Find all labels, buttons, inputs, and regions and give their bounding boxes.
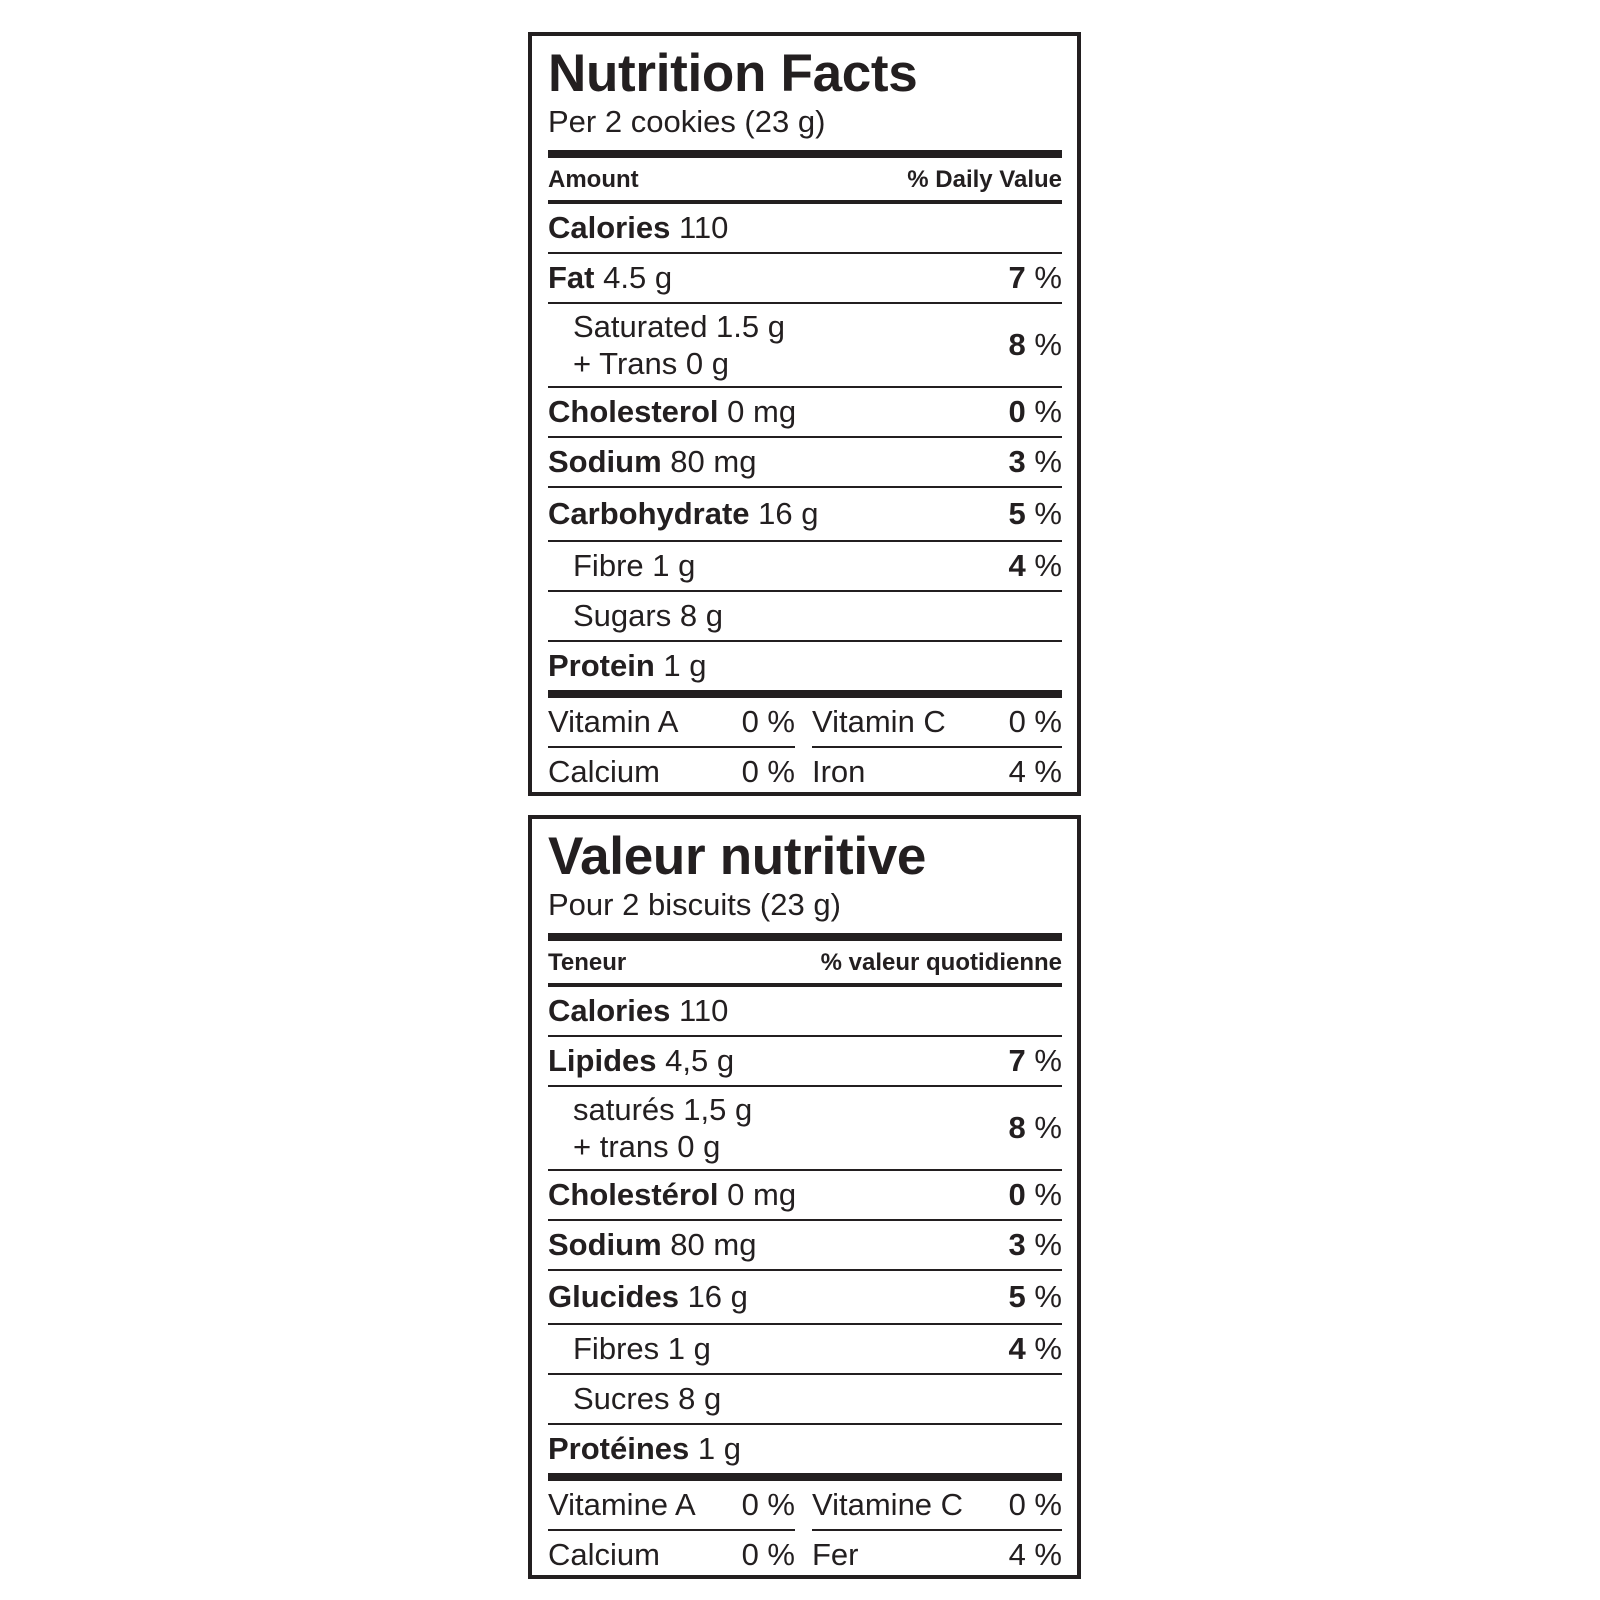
vitamin-value: 0 % [741,1537,795,1572]
nutrient-amount: 80 mg [670,1227,757,1262]
fat-row [548,1037,1062,1087]
cholesterol-row [548,388,1062,438]
daily-value-number: 8 [1008,1110,1026,1145]
daily-value-number: 7 [1008,1043,1026,1078]
daily-value-number: 8 [1008,327,1026,362]
daily-value-unit: % [1034,327,1062,362]
vitamins-minerals [548,1481,1062,1579]
vitamin-value: 0 % [1008,704,1062,739]
trans-line: + Trans 0 g [573,346,729,381]
vitamin-column-right [812,698,1062,796]
nutrient-name: Cholesterol [548,394,719,429]
nutrient-name: Fat [548,260,595,295]
saturated-trans-row [548,1087,1062,1171]
nutrient-label: Sugars 8 g [573,598,723,633]
nutrient-amount: 16 g [687,1279,748,1314]
fibre-row [548,542,1062,592]
fibre-row [548,1325,1062,1375]
saturated-line: Saturated 1.5 g [573,309,785,344]
calories-value: 110 [678,210,729,245]
nutrient-name: Protein [548,648,655,683]
daily-value-unit: % [1034,1043,1062,1078]
vitamin-column-left [548,698,795,796]
daily-value-number: 3 [1008,444,1026,479]
panel-title: Valeur nutritive [548,827,927,886]
daily-value-header: % Daily Value [907,166,1062,193]
nutrient-name: Carbohydrate [548,496,750,531]
daily-value-number: 5 [1008,1279,1026,1314]
vitamin-value: 0 % [741,754,795,789]
vitamins-minerals [548,698,1062,796]
calories-label: Calories [548,993,671,1028]
thick-rule [548,1473,1062,1481]
daily-value-unit: % [1034,548,1062,583]
daily-value-unit: % [1034,1177,1062,1212]
protein-row [548,1425,1062,1473]
vitamin-value: 0 % [741,704,795,739]
nutrient-name: Cholestérol [548,1177,719,1212]
sugars-row [548,1375,1062,1425]
vitamin-value: 0 % [741,1487,795,1522]
nutrient-name: Glucides [548,1279,679,1314]
daily-value-unit: % [1034,444,1062,479]
vitamin-value: 0 % [1008,1487,1062,1522]
column-header [548,160,1062,200]
vitamin-value: 4 % [1008,1537,1062,1572]
sodium-row [548,1221,1062,1271]
nutrient-amount: 80 mg [670,444,757,479]
daily-value-number: 7 [1008,260,1026,295]
fat-row [548,254,1062,304]
daily-value-unit: % [1034,1331,1062,1366]
vitamin-row [548,698,795,748]
panel-title: Nutrition Facts [548,44,918,103]
vitamin-name: Vitamin A [548,704,679,739]
daily-value-number: 4 [1008,1331,1026,1366]
vitamin-column-right [812,1481,1062,1579]
nutrient-label: Fibres 1 g [573,1331,711,1366]
nutrient-amount: 16 g [758,496,819,531]
cholesterol-row [548,1171,1062,1221]
column-header [548,943,1062,983]
thick-rule [548,150,1062,158]
daily-value-number: 0 [1008,1177,1026,1212]
protein-row [548,642,1062,690]
carbohydrate-row [548,1271,1062,1325]
calories-row [548,204,1062,254]
nutrient-amount: 4.5 g [603,260,673,295]
sodium-row [548,438,1062,488]
vitamin-row [812,1531,1062,1579]
amount-header: Amount [548,166,639,193]
saturated-line: saturés 1,5 g [573,1092,753,1127]
nutrient-amount: 0 mg [727,1177,797,1212]
serving-size: Pour 2 biscuits (23 g) [548,887,841,922]
nutrient-label: Fibre 1 g [573,548,696,583]
sugars-row [548,592,1062,642]
nutrition-facts-panel-en [528,32,1081,796]
daily-value-unit: % [1034,394,1062,429]
daily-value-unit: % [1034,1279,1062,1314]
nutrient-amount: 0 mg [727,394,797,429]
vitamin-row [548,748,795,796]
vitamin-name: Vitamine A [548,1487,696,1522]
vitamin-name: Calcium [548,754,660,789]
vitamin-row [548,1481,795,1531]
nutrient-label: Sucres 8 g [573,1381,722,1416]
vitamin-name: Fer [812,1537,859,1572]
calories-value: 110 [678,993,729,1028]
vitamin-name: Iron [812,754,866,789]
daily-value-unit: % [1034,260,1062,295]
trans-line: + trans 0 g [573,1129,721,1164]
daily-value-unit: % [1034,1227,1062,1262]
vitamin-row [548,1531,795,1579]
carbohydrate-row [548,488,1062,542]
nutrient-name: Lipides [548,1043,657,1078]
nutrient-name: Sodium [548,444,662,479]
vitamin-column-left [548,1481,795,1579]
daily-value-number: 5 [1008,496,1026,531]
nutrient-amount: 1 g [697,1431,742,1466]
vitamin-value: 4 % [1008,754,1062,789]
daily-value-unit: % [1034,1110,1062,1145]
vitamin-name: Calcium [548,1537,660,1572]
vitamin-row [812,698,1062,748]
vitamin-row [812,1481,1062,1531]
nutrient-amount: 4,5 g [665,1043,735,1078]
thick-rule [548,933,1062,941]
vitamin-row [812,748,1062,796]
daily-value-header: % valeur quotidienne [820,949,1062,976]
daily-value-number: 0 [1008,394,1026,429]
calories-row [548,987,1062,1037]
thick-rule [548,690,1062,698]
saturated-trans-row [548,304,1062,388]
nutrient-amount: 1 g [663,648,707,683]
vitamin-name: Vitamin C [812,704,946,739]
daily-value-number: 3 [1008,1227,1026,1262]
calories-label: Calories [548,210,671,245]
daily-value-number: 4 [1008,548,1026,583]
nutrient-name: Protéines [548,1431,690,1466]
daily-value-unit: % [1034,496,1062,531]
amount-header: Teneur [548,949,627,976]
serving-size: Per 2 cookies (23 g) [548,104,826,139]
nutrient-name: Sodium [548,1227,662,1262]
nutrition-facts-panel-fr [528,815,1081,1579]
vitamin-name: Vitamine C [812,1487,964,1522]
